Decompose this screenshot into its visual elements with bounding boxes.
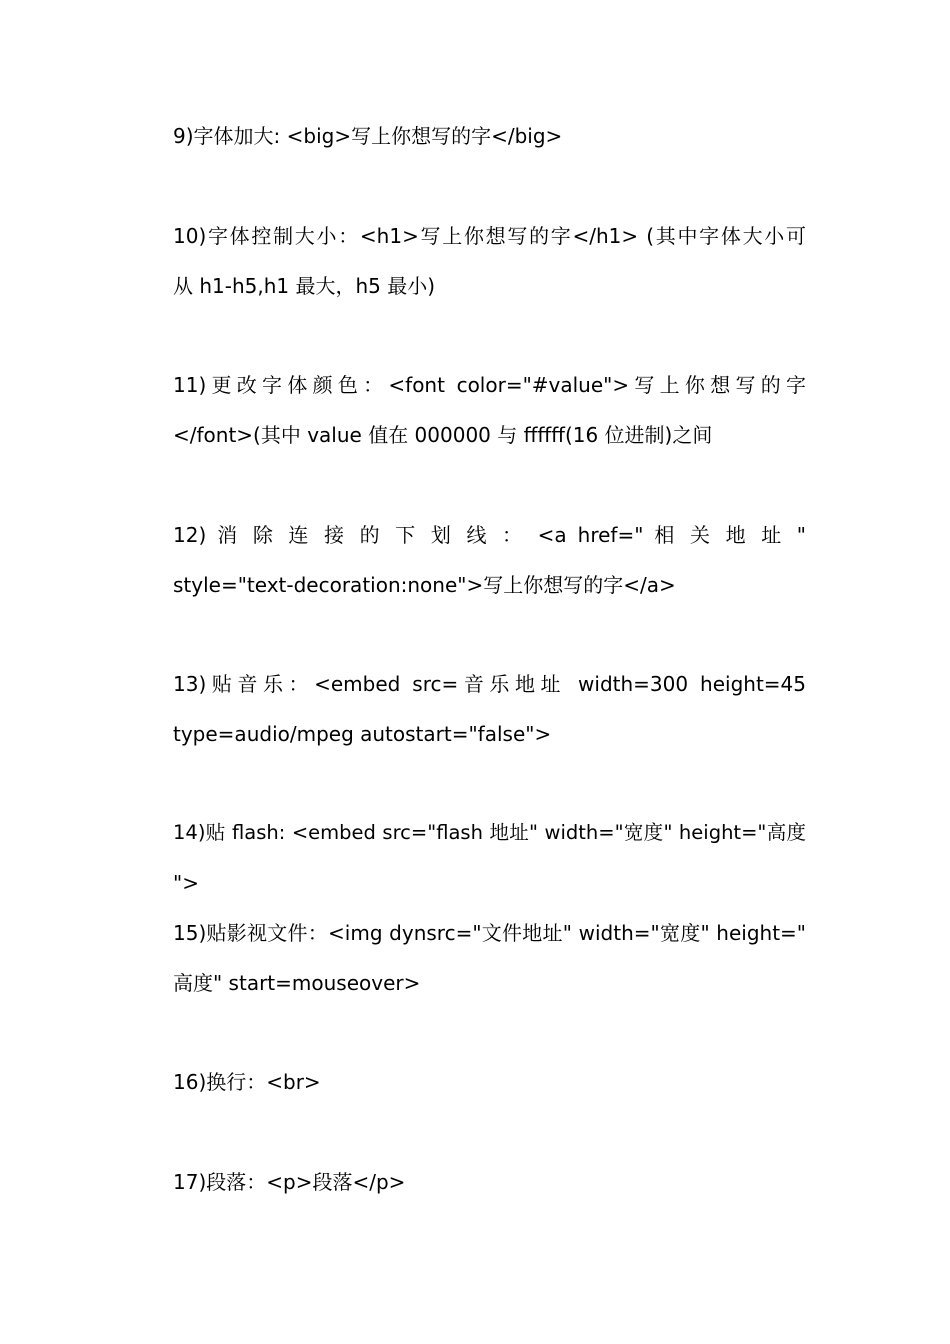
item-9-line: 9)字体加大: <big>写上你想写的字</big> (173, 124, 563, 148)
item-10-line-1: 10)字体控制大小：<h1>写上你想写的字</h1> (其中字体大小可 (173, 224, 806, 248)
item-16-line: 16)换行：<br> (173, 1070, 321, 1094)
item-10-line-2: 从 h1-h5,h1 最大，h5 最小) (173, 274, 436, 298)
item-15-line-2: 高度" start=mouseover> (173, 971, 421, 995)
item-11-line-1: 11)更改字体颜色：<font color="#value">写上你想写的字 (173, 373, 806, 397)
item-13-line-2: type=audio/mpeg autostart="false"> (173, 722, 552, 746)
item-12-line-1: 12) 消 除 连 接 的 下 划 线 ： <a href=" 相 关 地 址 " (173, 523, 806, 547)
item-14-line-2: "> (173, 871, 199, 895)
item-17-line: 17)段落：<p>段落</p> (173, 1170, 406, 1194)
item-15-line-1: 15)贴影视文件：<img dynsrc="文件地址" width="宽度" height=" (173, 921, 806, 945)
item-11-line-2: </font>(其中 value 值在 000000 与 ffffff(16 位进制)之间 (173, 423, 713, 447)
item-13-line-1: 13)贴音乐：<embed src=音乐地址 width=300 height=45 (173, 672, 806, 696)
item-12-line-2: style="text-decoration:none">写上你想写的字</a> (173, 573, 676, 597)
item-14-line-1: 14)贴 flash: <embed src="flash 地址" width="宽度" height="高度 (173, 821, 806, 844)
